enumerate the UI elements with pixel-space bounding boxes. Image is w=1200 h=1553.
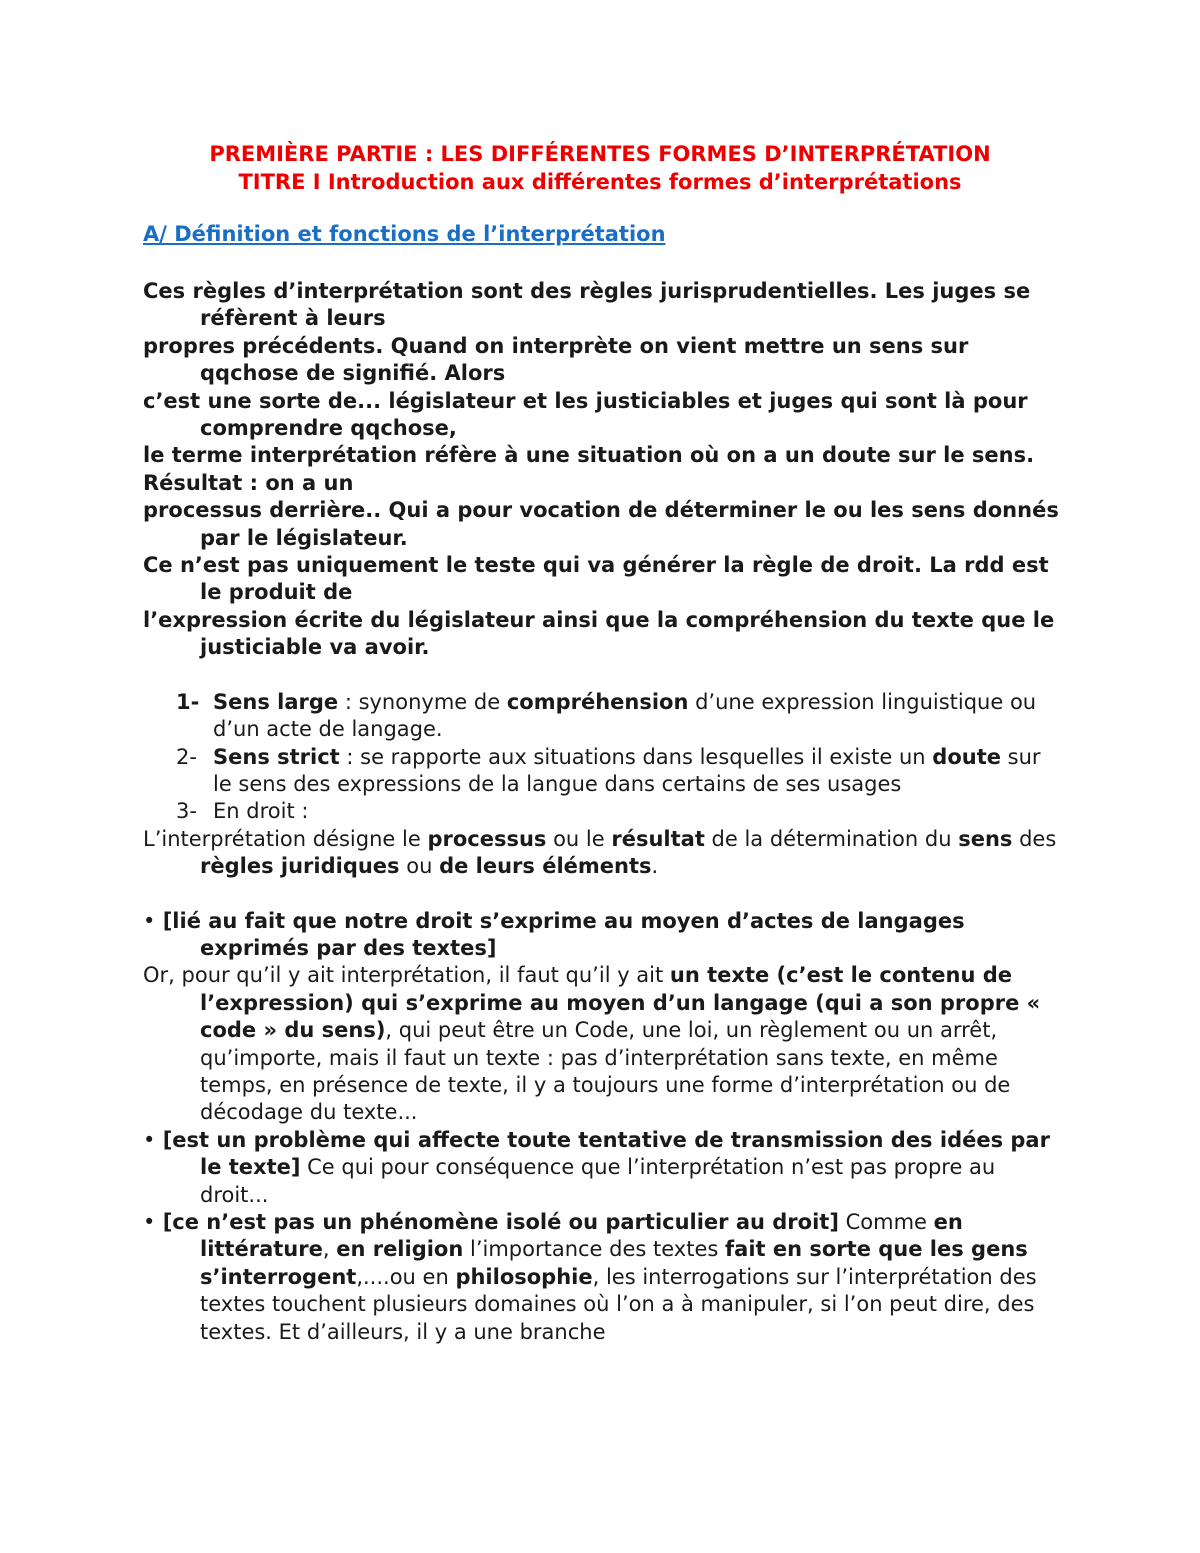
emphasis: processus: [427, 826, 547, 851]
emphasis: fait en sorte que les gens s’interrogent: [200, 1237, 1028, 1289]
text-run: Ce qui pour conséquence que l’interprétation n’est pas propre au droit...: [200, 1155, 996, 1207]
numbered-list: [143, 689, 1063, 826]
emphasis: de leurs éléments: [439, 854, 652, 879]
intro-line: propres précédents. Quand on interprète on vient mettre un sens sur qqchose de signifié. Alors: [143, 333, 969, 386]
text-run: , les interrogations sur l’interprétation des textes touchent plusieurs domaines où l’on a à manipuler, si l’on peut dire, des textes. Et d’ailleurs, il y a une branche: [200, 1264, 1037, 1344]
text-run: de la détermination du: [704, 826, 959, 851]
bullet-icon: •: [143, 1210, 156, 1234]
emphasis: règles juridiques: [200, 854, 400, 879]
text-run: En droit :: [213, 799, 309, 824]
text-run: Or, pour qu’il y ait interprétation, il faut qu’il y ait: [143, 963, 670, 988]
text-run: sur le sens des expressions de la langue dans certains de ses usages: [213, 744, 1041, 796]
term: Sens large: [213, 689, 339, 714]
intro-line: c’est une sorte de... législateur et les justiciables et juges qui sont là pour comprendre qqchose,: [143, 388, 1028, 441]
text-run: ou: [399, 854, 440, 879]
bullet-icon: •: [143, 1127, 156, 1152]
emphasis: compréhension: [506, 689, 689, 714]
document-body: [143, 278, 1063, 1346]
text-run: Comme: [838, 1210, 934, 1234]
text-run: l’importance des textes: [463, 1237, 726, 1262]
bullet-paragraph: [143, 1209, 1063, 1346]
bullet-heading: [ce n’est pas un phénomène isolé ou particulier au droit]: [155, 1210, 839, 1234]
intro-line: le terme interprétation réfère à une situation où on a un doute sur le sens. Résultat : on a un: [143, 443, 1035, 495]
intro-line: Ce n’est pas uniquement le teste qui va générer la règle de droit. La rdd est le produit de: [143, 553, 1049, 605]
spacer: [143, 662, 1063, 689]
spacer: [143, 881, 1063, 908]
intro-line: processus derrière.. Qui a pour vocation de déterminer le ou les sens donnés par le législateur.: [143, 498, 1059, 550]
bullet-body: [143, 962, 1063, 1126]
title-block: [0, 140, 1200, 196]
list-number: 2-: [176, 744, 197, 769]
part-title: PREMIÈRE PARTIE : LES DIFFÉRENTES FORMES D’INTERPRÉTATION: [209, 142, 991, 166]
emphasis: un texte (c’est le contenu de l’expression) qui s’exprime au moyen d’un langage (qui a son propre « code » du sens): [200, 963, 1041, 1043]
bullet-icon: •: [143, 908, 156, 933]
text-run: : se rapporte aux situations dans lesquelles il existe un: [339, 744, 933, 769]
intro-line: l’expression écrite du législateur ainsi que la compréhension du texte que le justiciable va avoir.: [143, 607, 1055, 660]
emphasis: résultat: [611, 826, 705, 851]
bullet-heading: [lié au fait que notre droit s’exprime au moyen d’actes de langages exprimés par des textes]: [155, 908, 965, 960]
list-number: 3-: [176, 799, 197, 824]
text-run: .: [651, 854, 659, 879]
chapter-title: TITRE I Introduction aux différentes formes d’interprétations: [238, 170, 962, 194]
section-heading: A/ Définition et fonctions de l’interprétation: [143, 222, 666, 246]
bullet-paragraph: [143, 908, 1063, 963]
emphasis: en littérature: [200, 1210, 963, 1262]
intro-line: Ces règles d’interprétation sont des règles jurisprudentielles. Les juges se réfèrent à leurs: [143, 279, 1031, 331]
list-number: 1-: [176, 689, 200, 714]
bullet-paragraph: [143, 1127, 1063, 1209]
definition-paragraph: [143, 826, 1063, 881]
list-item: [143, 744, 1063, 799]
emphasis: doute: [932, 744, 1001, 769]
emphasis: philosophie: [455, 1264, 593, 1289]
text-run: ,: [322, 1237, 337, 1262]
term: Sens strict: [213, 744, 340, 769]
text-run: ,....ou en: [356, 1264, 456, 1289]
list-item: [143, 689, 1063, 744]
bullet-heading: [est un problème qui affecte toute tentative de transmission des idées par le texte]: [155, 1127, 1050, 1180]
list-item: [143, 798, 1063, 825]
emphasis: en religion: [336, 1237, 464, 1262]
text-run: ou le: [546, 826, 612, 851]
text-run: : synonyme de: [338, 689, 507, 714]
text-run: L’interprétation désigne le: [143, 826, 428, 851]
text-run: d’une expression linguistique ou d’un acte de langage.: [213, 689, 1037, 742]
text-run: des: [1012, 826, 1057, 851]
text-run: , qui peut être un Code, une loi, un règlement ou un arrêt, qu’importe, mais il faut un texte : pas d’interprétation sans texte, en même temps, en présence de texte, il y a toujours une forme d’interprétation ou de décodage du texte...: [200, 1018, 1011, 1125]
emphasis: sens: [958, 826, 1013, 851]
